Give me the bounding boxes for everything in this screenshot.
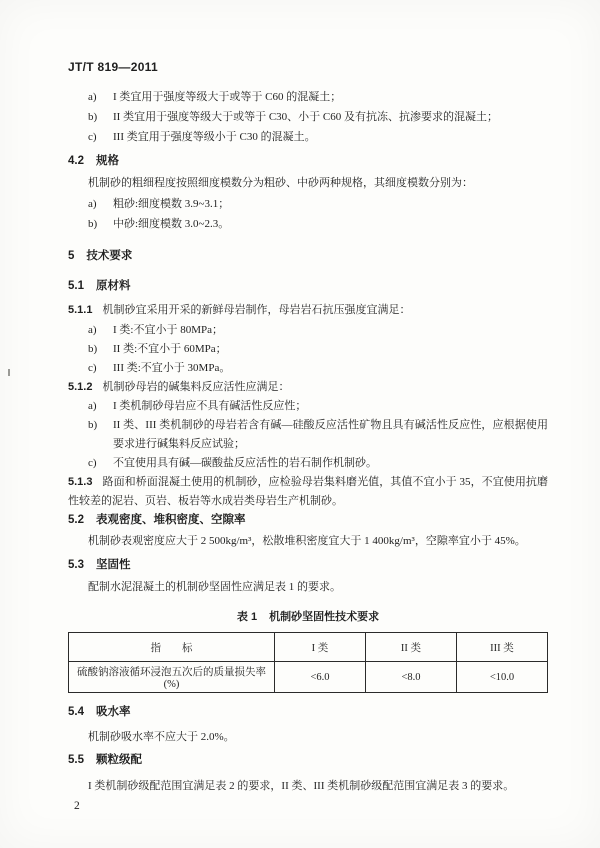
list-item-text: I 类机制砂母岩应不具有碱活性反应性； xyxy=(113,400,307,412)
clause-5-1-2-list xyxy=(68,397,548,473)
running-header: JT/T 819—2011 xyxy=(68,60,158,74)
list-marker: c) xyxy=(88,131,97,143)
list-item xyxy=(88,416,548,454)
heading-4-2 xyxy=(68,153,548,169)
table-header-cell-class-3: III 类 xyxy=(456,633,547,662)
clause-5-1-3 xyxy=(68,473,548,511)
clause-5-1-1 xyxy=(68,301,548,320)
paragraph-5-5: I 类机制砂级配范围宜满足表 2 的要求，II 类、III 类机制砂级配范围宜满足表 3 的要求。 xyxy=(88,780,515,792)
page-content xyxy=(68,60,548,813)
list-marker: c) xyxy=(88,362,97,374)
heading-title: 颗粒级配 xyxy=(96,754,142,766)
clause-5-1-1-list xyxy=(68,321,548,378)
list-item xyxy=(88,214,548,234)
clause-number: 5.1.3 xyxy=(68,476,93,488)
heading-number: 5.1 xyxy=(68,280,84,292)
list-item-text: III 类宜用于强度等级小于 C30 的混凝土。 xyxy=(113,131,316,143)
class-usage-list xyxy=(68,87,548,147)
table-row xyxy=(69,662,548,693)
list-item xyxy=(88,107,548,127)
list-item xyxy=(88,87,548,107)
table-cell-class-2: <8.0 xyxy=(365,662,456,693)
list-marker: b) xyxy=(88,419,98,431)
list-item xyxy=(88,194,548,214)
list-marker: a) xyxy=(88,198,97,210)
table-header-cell-class-1: I 类 xyxy=(274,633,365,662)
list-marker: b) xyxy=(88,111,98,123)
table-cell-indicator: 硫酸钠溶液循环浸泡五次后的质量损失率(%) xyxy=(69,662,275,693)
list-marker: b) xyxy=(88,218,98,230)
heading-number: 4.2 xyxy=(68,155,84,167)
clause-text: 机制砂母岩的碱集料反应活性应满足： xyxy=(102,381,290,393)
clause-text: 机制砂宜采用开采的新鲜母岩制作，母岩岩石抗压强度宜满足： xyxy=(102,304,411,316)
list-item-text: II 类、III 类机制砂的母岩若含有碱—硅酸反应活性矿物且具有碱活性反应性，应根据使用要求进行碱集料反应试验； xyxy=(113,419,548,450)
heading-5-3 xyxy=(68,557,548,573)
table-header-cell-indicator: 指 标 xyxy=(69,633,275,662)
list-item-text: 粗砂:细度模数 3.9~3.1； xyxy=(113,198,230,210)
heading-number: 5 xyxy=(68,250,75,262)
heading-number: 5.2 xyxy=(68,514,84,526)
list-item xyxy=(88,127,548,147)
heading-title: 规格 xyxy=(96,155,119,167)
list-item xyxy=(88,397,548,416)
table-header-row xyxy=(69,633,548,662)
paragraph-4-2-intro: 机制砂的粗细程度按照细度模数分为粗砂、中砂两种规格，其细度模数分别为： xyxy=(88,177,473,189)
list-item-text: II 类:不宜小于 60MPa； xyxy=(113,343,227,355)
heading-number: 5.5 xyxy=(68,754,84,766)
heading-5-5 xyxy=(68,752,548,768)
table-caption-label: 表 1 xyxy=(236,611,258,623)
list-item xyxy=(88,321,548,340)
list-item xyxy=(88,340,548,359)
scan-artifact xyxy=(8,369,10,376)
heading-number: 5.4 xyxy=(68,706,84,718)
clause-text: 路面和桥面混凝土使用的机制砂，应检验母岩集料磨光值，其值不宜小于 35，不宜使用抗磨性较差的泥岩、页岩、板岩等水成岩类母岩生产机制砂。 xyxy=(68,476,548,507)
heading-5-2 xyxy=(68,512,548,528)
list-marker: a) xyxy=(88,400,97,412)
table-cell-class-3: <10.0 xyxy=(456,662,547,693)
paragraph-5-4: 机制砂吸水率不应大于 2.0%。 xyxy=(88,731,235,743)
table-caption-title: 机制砂坚固性技术要求 xyxy=(269,611,380,623)
list-item-text: I 类宜用于强度等级大于或等于 C60 的混凝土； xyxy=(113,91,342,103)
clause-number: 5.1.2 xyxy=(68,381,93,393)
list-marker: a) xyxy=(88,91,97,103)
clause-number: 5.1.1 xyxy=(68,304,93,316)
clause-5-1-2 xyxy=(68,378,548,397)
list-marker: b) xyxy=(88,343,98,355)
table-1 xyxy=(68,632,548,693)
heading-title: 表观密度、堆积密度、空隙率 xyxy=(96,514,246,526)
list-item-text: I 类:不宜小于 80MPa； xyxy=(113,324,223,336)
list-item xyxy=(88,454,548,473)
table-header-cell-class-2: II 类 xyxy=(365,633,456,662)
heading-title: 技术要求 xyxy=(86,250,133,262)
table-1-caption xyxy=(68,609,548,625)
list-item-text: II 类宜用于强度等级大于或等于 C30、小于 C60 及有抗冻、抗渗要求的混凝土； xyxy=(113,111,498,123)
paragraph-5-3: 配制水泥混凝土的机制砂坚固性应满足表 1 的要求。 xyxy=(88,581,341,593)
list-item xyxy=(88,359,548,378)
paragraph-5-2: 机制砂表观密度应大于 2 500kg/m³，松散堆积密度宜大于 1 400kg/m³，空隙率宜小于 45%。 xyxy=(88,535,526,547)
heading-title: 吸水率 xyxy=(96,706,131,718)
fineness-list xyxy=(68,194,548,234)
list-item-text: 不宜使用具有碱—碳酸盐反应活性的岩石制作机制砂。 xyxy=(113,457,377,469)
heading-5 xyxy=(68,248,548,264)
heading-5-4 xyxy=(68,704,548,720)
list-marker: a) xyxy=(88,324,97,336)
heading-title: 坚固性 xyxy=(96,559,131,571)
page-number: 2 xyxy=(74,800,80,812)
list-item-text: III 类:不宜小于 30MPa。 xyxy=(113,362,231,374)
list-marker: c) xyxy=(88,457,97,469)
table-cell-class-1: <6.0 xyxy=(274,662,365,693)
heading-5-1 xyxy=(68,278,548,294)
list-item-text: 中砂:细度模数 3.0~2.3。 xyxy=(113,218,230,230)
heading-title: 原材料 xyxy=(96,280,131,292)
heading-number: 5.3 xyxy=(68,559,84,571)
